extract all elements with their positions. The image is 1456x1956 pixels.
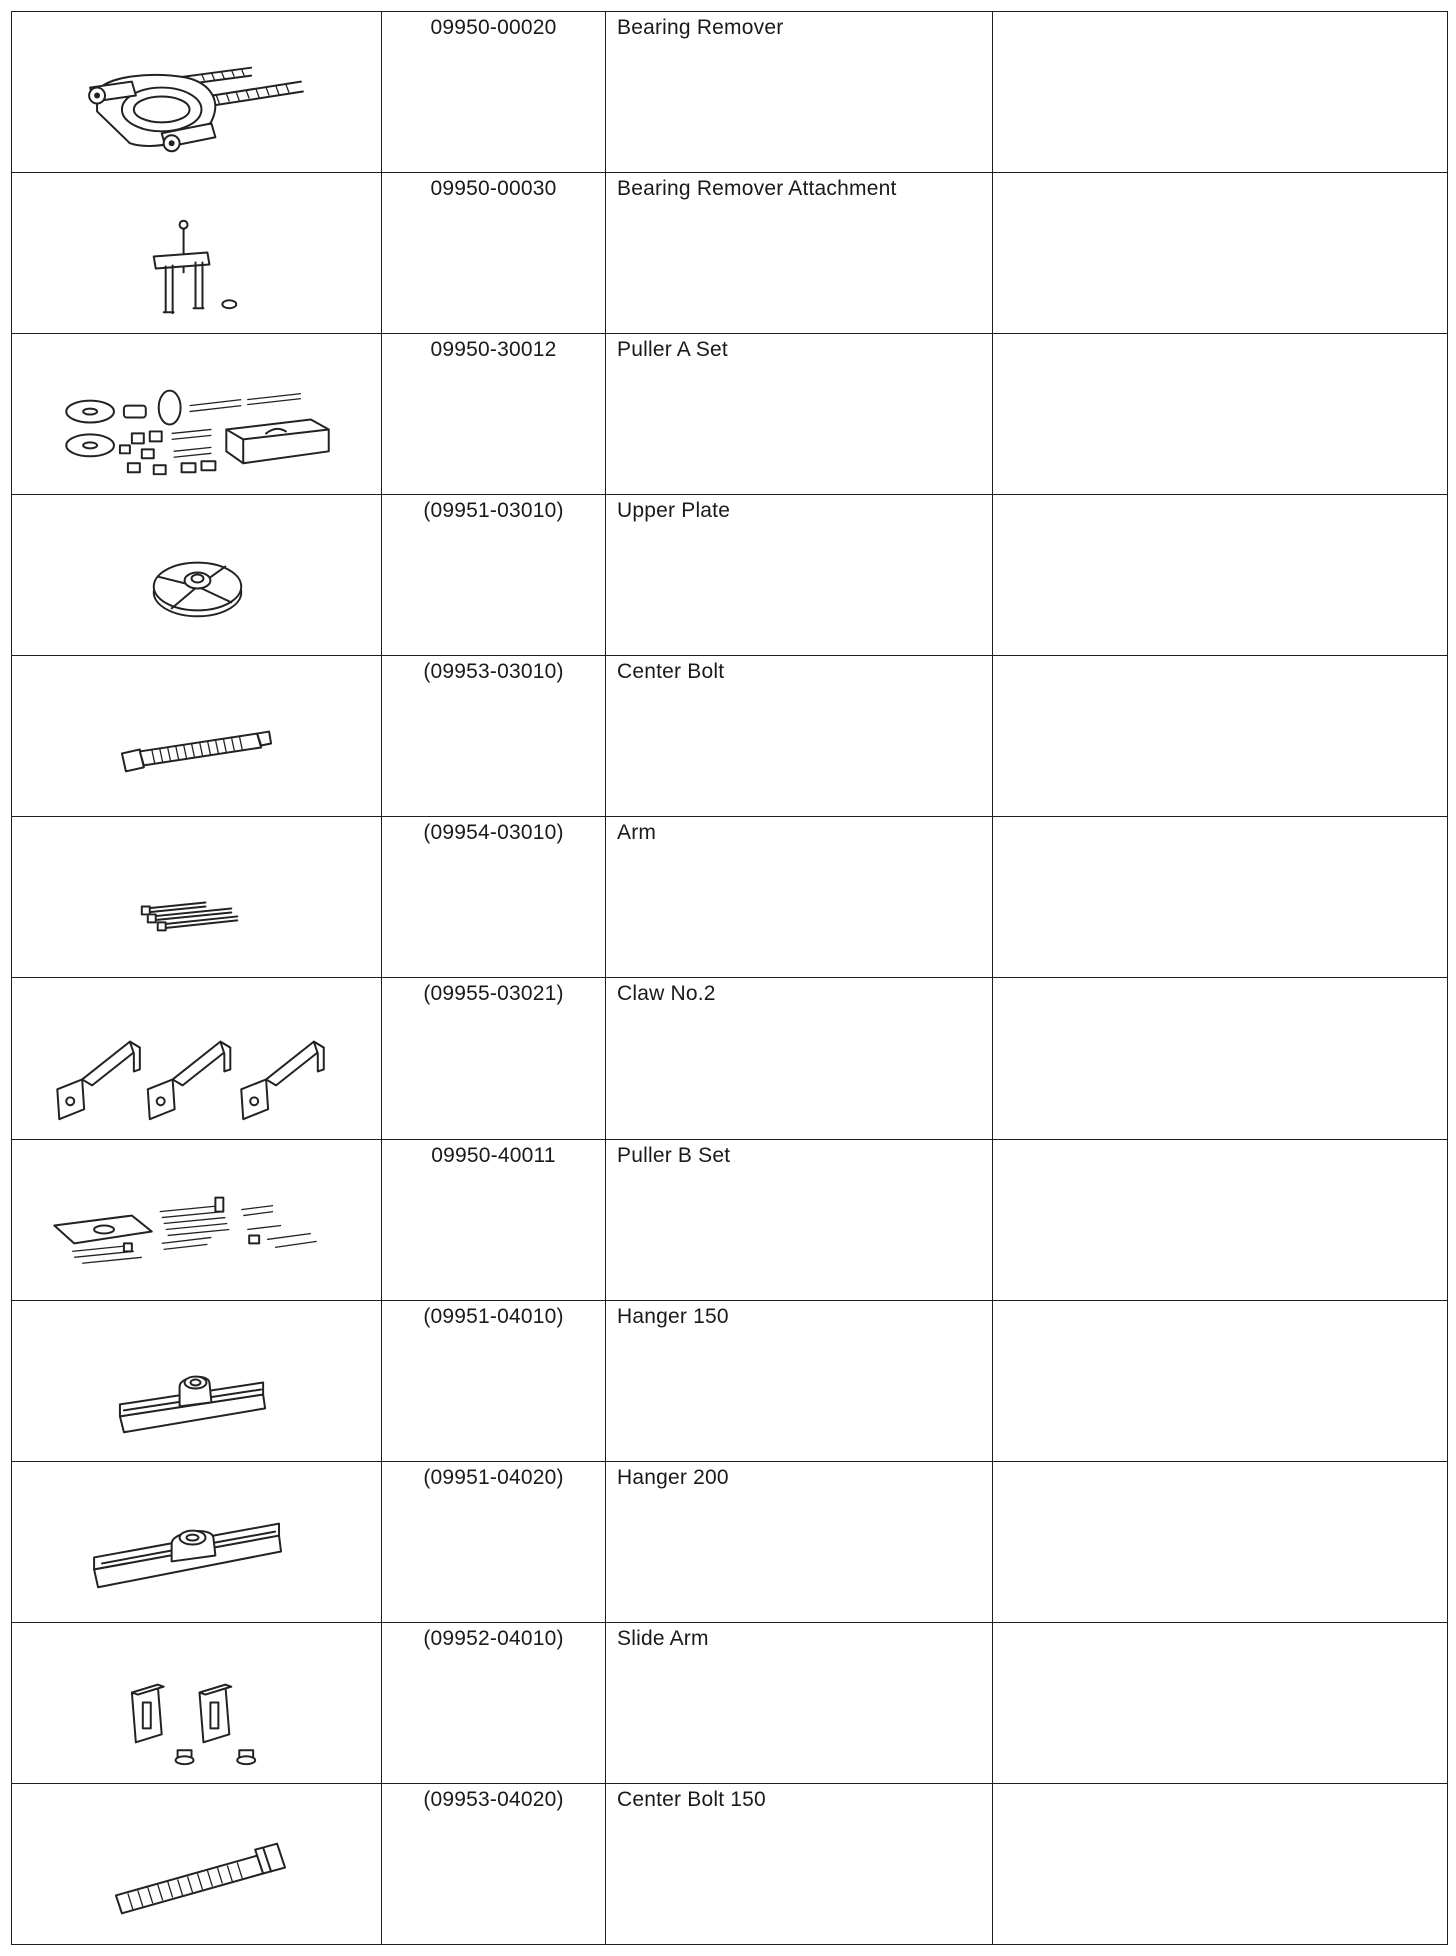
- tool-name: Center Bolt: [606, 656, 993, 817]
- claw-icon: [12, 978, 381, 1138]
- part-number: (09954-03010): [382, 817, 606, 978]
- part-number: (09953-04020): [382, 1783, 606, 1944]
- notes-cell: [993, 1300, 1448, 1461]
- tool-illustration-cell: [12, 1783, 382, 1944]
- part-number: 09950-00030: [382, 173, 606, 334]
- tool-illustration-cell: [12, 334, 382, 495]
- part-number: (09951-03010): [382, 495, 606, 656]
- puller-a-set-icon: [12, 334, 381, 494]
- table-row: [12, 817, 1448, 978]
- tool-illustration-cell: [12, 173, 382, 334]
- table-row: [12, 1300, 1448, 1461]
- notes-cell: [993, 978, 1448, 1139]
- part-number: (09951-04020): [382, 1461, 606, 1622]
- special-tools-table: [11, 11, 1448, 1945]
- part-number: 09950-30012: [382, 334, 606, 495]
- table-row: [12, 978, 1448, 1139]
- puller-b-set-icon: [12, 1140, 381, 1300]
- center-bolt-150-icon: [12, 1784, 381, 1944]
- tool-name: Bearing Remover Attachment: [606, 173, 993, 334]
- hanger-150-icon: [12, 1301, 381, 1461]
- part-number: (09952-04010): [382, 1622, 606, 1783]
- tool-illustration-cell: [12, 1139, 382, 1300]
- notes-cell: [993, 1461, 1448, 1622]
- notes-cell: [993, 1622, 1448, 1783]
- table-row: [12, 1461, 1448, 1622]
- notes-cell: [993, 1783, 1448, 1944]
- tool-illustration-cell: [12, 1622, 382, 1783]
- upper-plate-icon: [12, 495, 381, 655]
- notes-cell: [993, 495, 1448, 656]
- notes-cell: [993, 1139, 1448, 1300]
- table-row: [12, 12, 1448, 173]
- bearing-remover-icon: [12, 12, 381, 172]
- tool-name: Slide Arm: [606, 1622, 993, 1783]
- tool-illustration-cell: [12, 495, 382, 656]
- part-number: (09951-04010): [382, 1300, 606, 1461]
- table-row: [12, 495, 1448, 656]
- tool-illustration-cell: [12, 656, 382, 817]
- table-row: [12, 173, 1448, 334]
- tool-name: Puller B Set: [606, 1139, 993, 1300]
- tool-name: Bearing Remover: [606, 12, 993, 173]
- notes-cell: [993, 334, 1448, 495]
- tool-name: Upper Plate: [606, 495, 993, 656]
- arm-icon: [12, 817, 381, 977]
- tool-illustration-cell: [12, 1300, 382, 1461]
- tool-illustration-cell: [12, 817, 382, 978]
- tool-name: Arm: [606, 817, 993, 978]
- tool-name: Puller A Set: [606, 334, 993, 495]
- table-row: [12, 1622, 1448, 1783]
- tool-name: Hanger 150: [606, 1300, 993, 1461]
- table-row: [12, 656, 1448, 817]
- center-bolt-icon: [12, 656, 381, 816]
- tool-illustration-cell: [12, 978, 382, 1139]
- part-number: (09953-03010): [382, 656, 606, 817]
- part-number: 09950-40011: [382, 1139, 606, 1300]
- notes-cell: [993, 173, 1448, 334]
- slide-arm-icon: [12, 1623, 381, 1783]
- part-number: (09955-03021): [382, 978, 606, 1139]
- notes-cell: [993, 656, 1448, 817]
- table-row: [12, 1139, 1448, 1300]
- bearing-remover-attachment-icon: [12, 173, 381, 333]
- hanger-200-icon: [12, 1462, 381, 1622]
- table-row: [12, 1783, 1448, 1944]
- tool-illustration-cell: [12, 12, 382, 173]
- tool-illustration-cell: [12, 1461, 382, 1622]
- tool-name: Hanger 200: [606, 1461, 993, 1622]
- table-row: [12, 334, 1448, 495]
- part-number: 09950-00020: [382, 12, 606, 173]
- notes-cell: [993, 817, 1448, 978]
- notes-cell: [993, 12, 1448, 173]
- tool-name: Center Bolt 150: [606, 1783, 993, 1944]
- tool-name: Claw No.2: [606, 978, 993, 1139]
